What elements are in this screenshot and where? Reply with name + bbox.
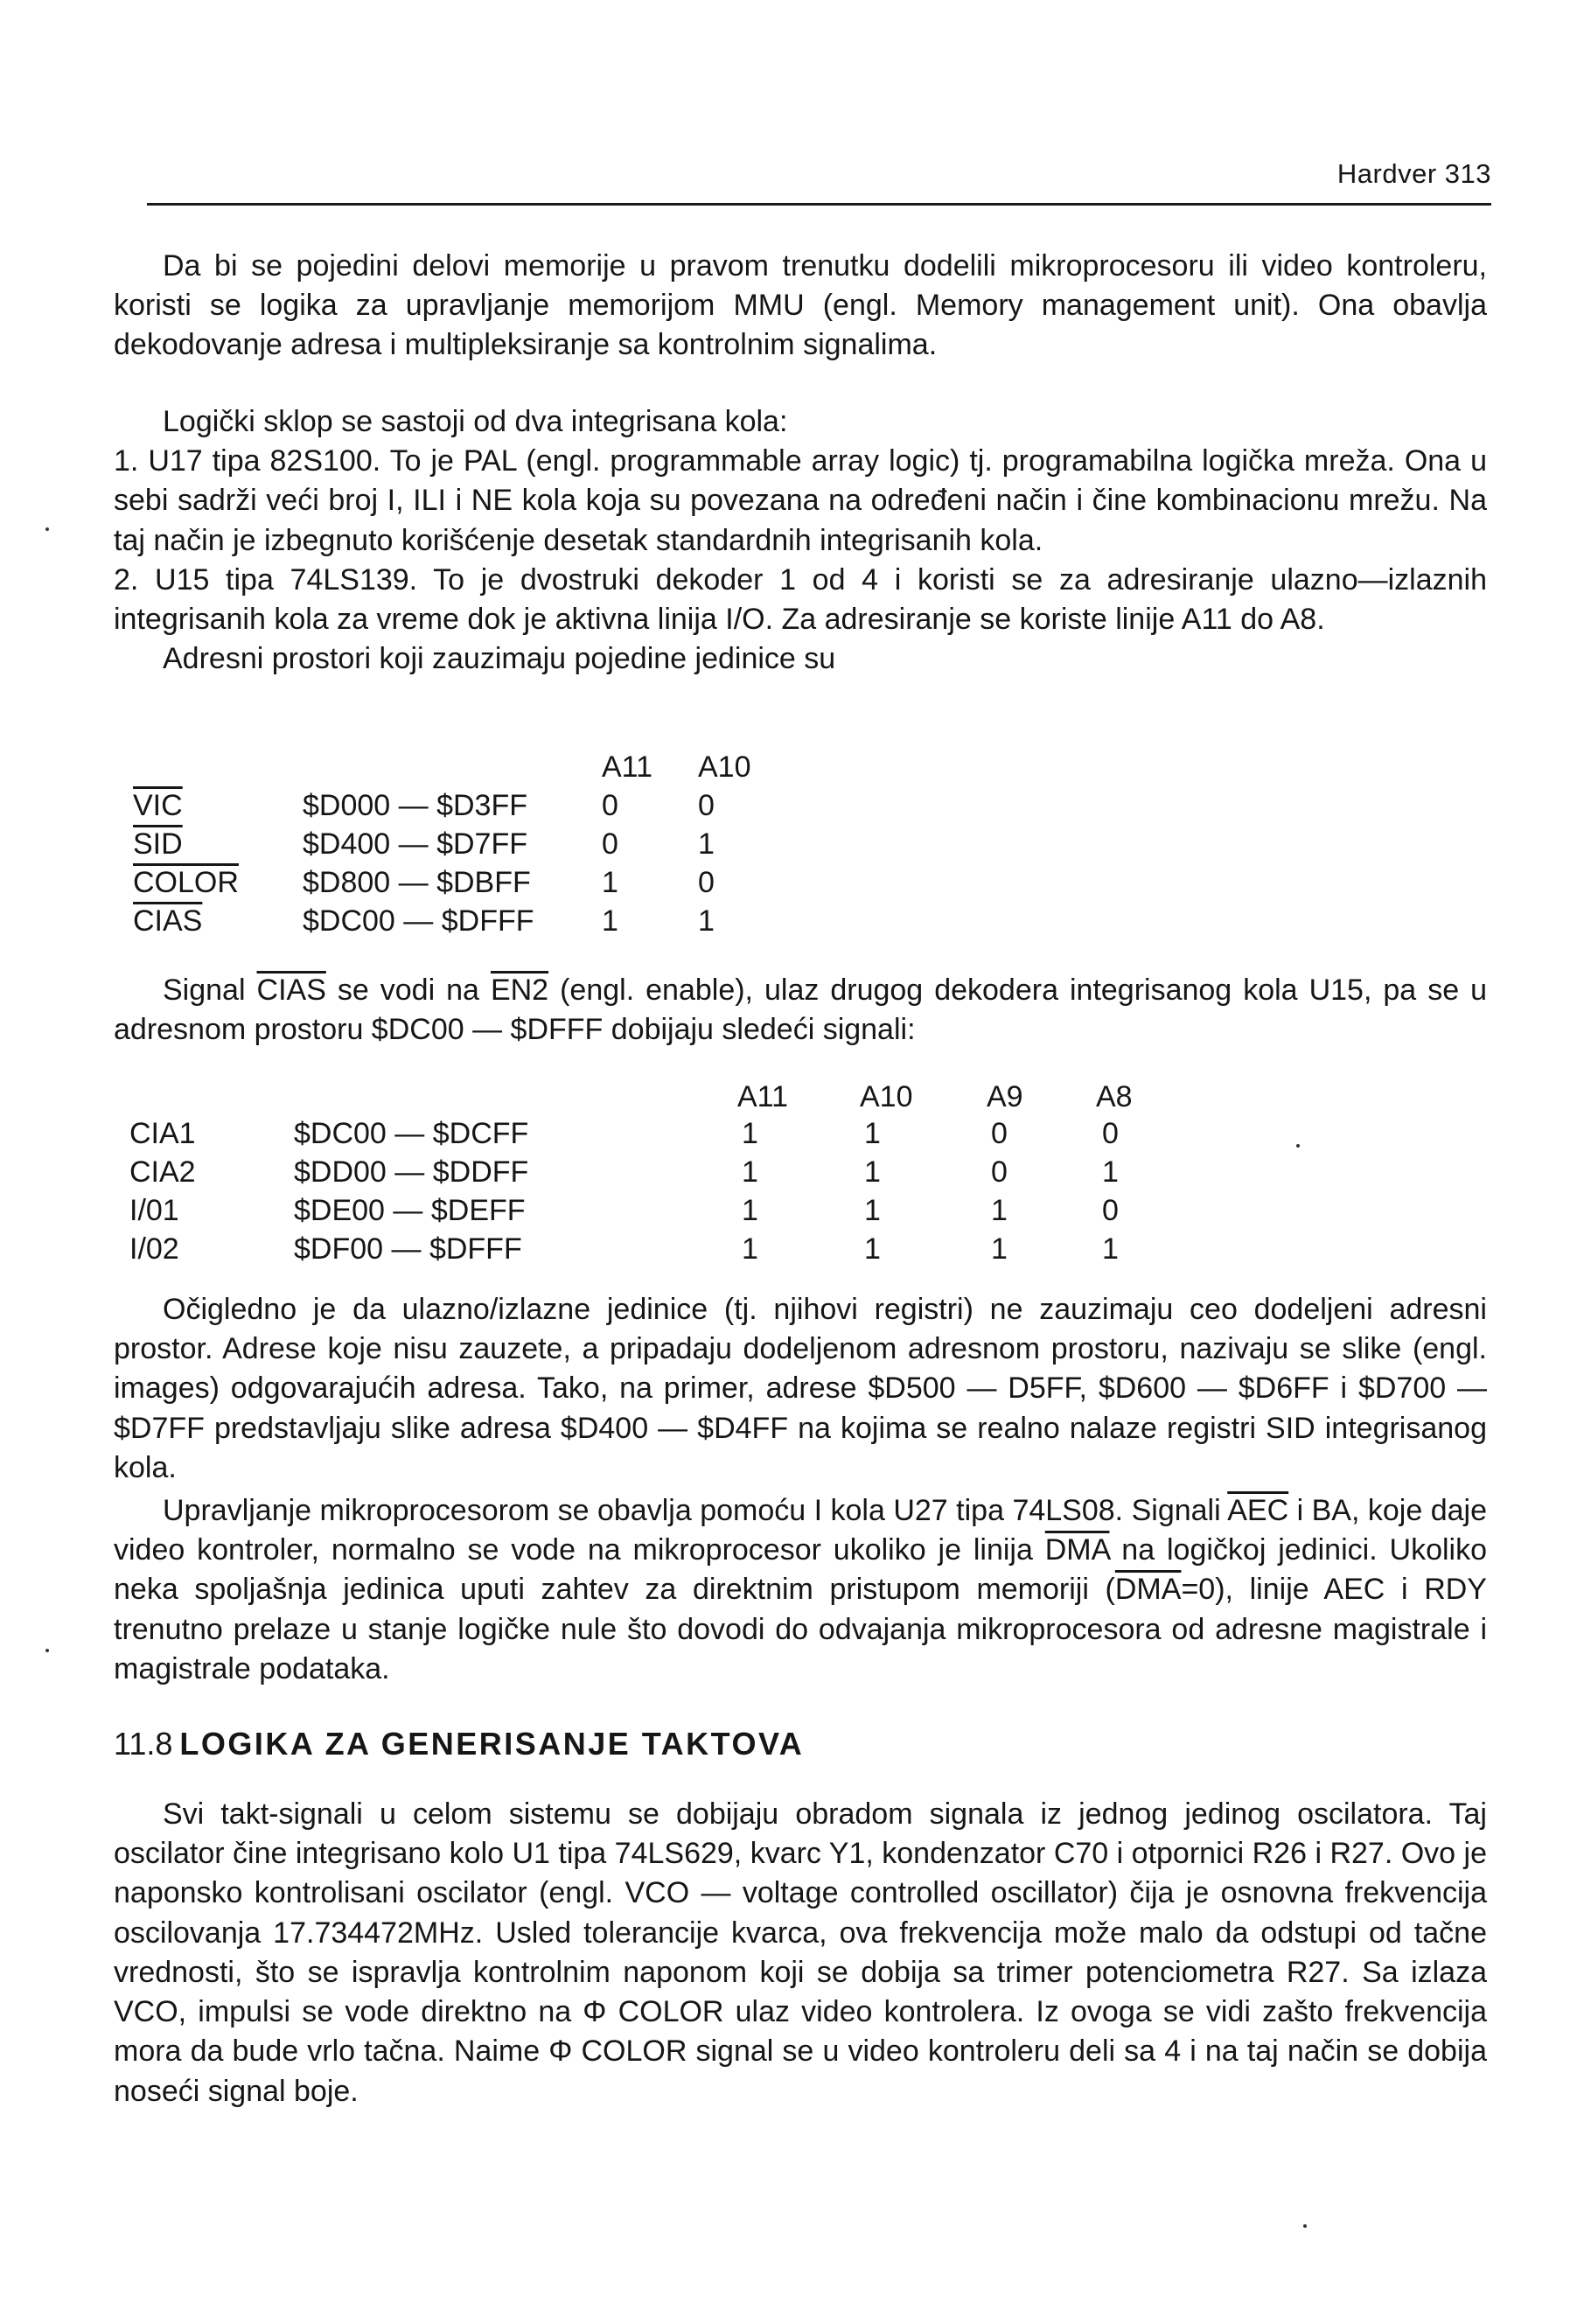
control-text-3: na logičkoj jedinici. Ukoliko neka spoljašnja jedinica uputi zahtev za direktnim pristupom memoriji ( — [114, 1533, 1487, 1607]
row-a8: 1 — [1102, 1232, 1119, 1266]
paragraph-mmu — [114, 247, 1487, 366]
scan-speck — [1296, 1144, 1300, 1148]
cias-text-1: Signal — [163, 974, 257, 1007]
table-row — [131, 902, 1006, 937]
paragraph-control — [114, 1491, 1487, 1689]
table-row — [131, 825, 1006, 860]
row-name: I/02 — [129, 1232, 179, 1266]
logic-item-2: 2. U15 tipa 74LS139. To je dvostruki dekoder 1 od 4 i koristi se za adresiranje ulazno—izlaznih integrisanih kola za vreme dok je aktivna linija I/O. Za adresiranje se koriste linije A11 do A8. — [114, 562, 1487, 637]
row-a8: 1 — [1102, 1155, 1119, 1189]
table-row — [129, 1191, 1267, 1226]
row-range: $DC00 — $DFFF — [303, 904, 534, 938]
cias-text-2: se vodi na — [325, 974, 491, 1007]
scan-speck — [1303, 2224, 1307, 2228]
row-a11: 1 — [742, 1117, 758, 1150]
paragraph-clock — [114, 1795, 1487, 2111]
row-range: $D400 — $D7FF — [303, 827, 527, 861]
row-a11: 1 — [742, 1194, 758, 1227]
table2-header — [129, 1078, 1267, 1113]
logic-intro: Logički sklop se sastoji od dva integrisana kola: — [163, 405, 788, 438]
row-a11: 1 — [742, 1232, 758, 1266]
row-a10: 1 — [864, 1117, 881, 1150]
section-number: 11.8 — [114, 1726, 173, 1762]
row-a10: 1 — [864, 1232, 881, 1266]
row-a10: 1 — [864, 1155, 881, 1189]
row-name: I/01 — [129, 1194, 179, 1227]
control-text-2: i BA, koje daje video kontroler, normalno se vode na mikroprocesor ukoliko je linija — [114, 1494, 1488, 1567]
section-heading — [114, 1723, 804, 1765]
scan-speck — [45, 1649, 49, 1652]
address-table-1 — [131, 748, 1006, 949]
row-a11: 0 — [602, 827, 618, 861]
row-range: $D000 — $D3FF — [303, 789, 527, 822]
table1-header-a11: A11 — [602, 750, 652, 784]
row-a9: 1 — [991, 1232, 1008, 1266]
header-rule — [147, 203, 1491, 206]
row-a9: 1 — [991, 1194, 1008, 1227]
row-name: CIA2 — [129, 1155, 196, 1189]
table2-header-a11: A11 — [737, 1080, 788, 1113]
row-range: $DD00 — $DDFF — [294, 1155, 529, 1189]
row-name: $\overline{SID}$ — [133, 827, 183, 861]
table-row — [131, 863, 1006, 898]
row-a11: 0 — [602, 789, 618, 822]
paragraph-images-text: Očigledno je da ulazno/izlazne jedinice (tj. njihovi registri) ne zauzimaju ceo dodeljeni adresni prostor. Adrese koje nisu zauzete, a pripadaju dodeljenom adresnom prostoru, nazivaju se slike (engl. images) odgovarajućih adresa. Tako, na primer, adrese $D500 — D5FF, $D600 — $D6FF i $D700 — $D7FF predstavljaju slike adresa $D400 — $D4FF na kojima se realno nalaze registri SID integrisanog kola. — [114, 1293, 1487, 1484]
paragraph-cias-text — [114, 971, 1487, 1050]
row-a11: 1 — [602, 904, 618, 938]
table2-header-a10: A10 — [860, 1080, 913, 1113]
cias-text-3: (engl. enable), ulaz drugog dekodera integrisanog kola U15, pa se u adresnom prostoru $DC00 — $DFFF dobijaju sledeći signali: — [114, 974, 1487, 1047]
row-range: $DE00 — $DEFF — [294, 1194, 526, 1227]
row-a9: 0 — [991, 1155, 1008, 1189]
address-table-2 — [129, 1078, 1267, 1279]
row-name: $\overline{VIC}$ — [133, 789, 183, 822]
paragraph-clock-text: Svi takt-signali u celom sistemu se dobijaju obradom signala iz jednog jedinog oscilatora. Taj oscilator čine integrisano kolo U1 tipa 74LS629, kvarc Y1, kondenzator C70 i otpornici R26 i R27. Ovo je naponsko kontrolisani oscilator (engl. VCO — voltage controlled oscillator) čija je osnovna frekvencija oscilovanja 17.734472MHz. Usled tolerancije kvarca, ova frekvencija može malo da odstupi od tačne vrednosti, što se ispravlja kontrolnim naponom koji se dobija sa trimer potenciometra R27. Sa izlaza VCO, impulsi se vode direktno na Φ COLOR ulaz video kontrolera. Iz ovoga se vidi zašto frekvencija mora da bude vrlo tačna. Naime Φ COLOR signal se u video kontroleru deli sa 4 i na taj način se dobija noseći signal boje. — [114, 1797, 1487, 2108]
dma-signal: $\overline{DMA}$ — [1044, 1533, 1110, 1567]
row-name: CIAS — [133, 904, 203, 938]
table2-header-a8: A8 — [1096, 1080, 1133, 1113]
paragraph-control-text — [114, 1491, 1487, 1689]
paragraph-cias — [114, 971, 1487, 1050]
control-text-1: Upravljanje mikroprocesorom se obavlja pomoću I kola U27 tipa 74LS08. Signali — [163, 1494, 1228, 1527]
table2-header-a9: A9 — [987, 1080, 1023, 1113]
table-row — [129, 1114, 1267, 1149]
en2-signal: EN2 — [490, 974, 549, 1007]
row-name: COLOR — [133, 866, 239, 899]
row-a11: 1 — [602, 866, 618, 899]
table-row — [131, 786, 1006, 821]
logic-section — [114, 402, 1487, 680]
running-head: Hardver 313 — [1336, 158, 1491, 189]
row-a8: 0 — [1102, 1194, 1119, 1227]
paragraph-images — [114, 1290, 1487, 1488]
row-range: $DC00 — $DCFF — [294, 1117, 529, 1150]
row-a11: 1 — [742, 1155, 758, 1189]
table1-intro: Adresni prostori koji zauzimaju pojedine jedinice su — [163, 642, 836, 676]
table-row — [129, 1153, 1267, 1188]
control-text-4: =0), linije AEC i RDY trenutno prelaze u stanje logičke nule što dovodi do odvajanja mikroprocesora od adresne magistrale i magistrale podataka. — [114, 1573, 1487, 1685]
row-name: CIA1 — [129, 1117, 196, 1150]
row-a10: 0 — [698, 789, 715, 822]
logic-item-1: 1. U17 tipa 82S100. To je PAL (engl. programmable array logic) tj. programabilna logička mreža. Ona u sebi sadrži veći broj I, ILI i NE kola koja su povezana na određeni način i čine kombinacionu mrežu. Na taj način je izbegnuto korišćenje desetak standardnih integrisanih kola. — [114, 444, 1487, 557]
row-a8: 0 — [1102, 1117, 1119, 1150]
table-row — [129, 1230, 1267, 1265]
aec-signal: $\overline{AEC}$ — [1227, 1494, 1289, 1527]
scan-speck — [45, 527, 49, 531]
table1-header — [131, 748, 1006, 783]
row-a10: 0 — [698, 866, 715, 899]
row-range: $D800 — $DBFF — [303, 866, 531, 899]
row-a10: 1 — [864, 1194, 881, 1227]
row-a9: 0 — [991, 1117, 1008, 1150]
row-a10: 1 — [698, 827, 715, 861]
dma-signal-2: $\overline{DMA}$ — [1114, 1573, 1182, 1607]
section-title: LOGIKA ZA GENERISANJE TAKTOVA — [179, 1726, 805, 1762]
cias-signal: CIAS — [256, 974, 326, 1007]
row-range: $DF00 — $DFFF — [294, 1232, 522, 1266]
paragraph-mmu-text: Da bi se pojedini delovi memorije u pravom trenutku dodelili mikroprocesoru ili video kontroleru, koristi se logika za upravljanje memorijom MMU (engl. Memory management unit). Ona obavlja dekodovanje adresa i multipleksiranje sa kontrolnim signalima. — [114, 249, 1487, 362]
row-a10: 1 — [698, 904, 715, 938]
table1-header-a10: A10 — [698, 750, 751, 784]
